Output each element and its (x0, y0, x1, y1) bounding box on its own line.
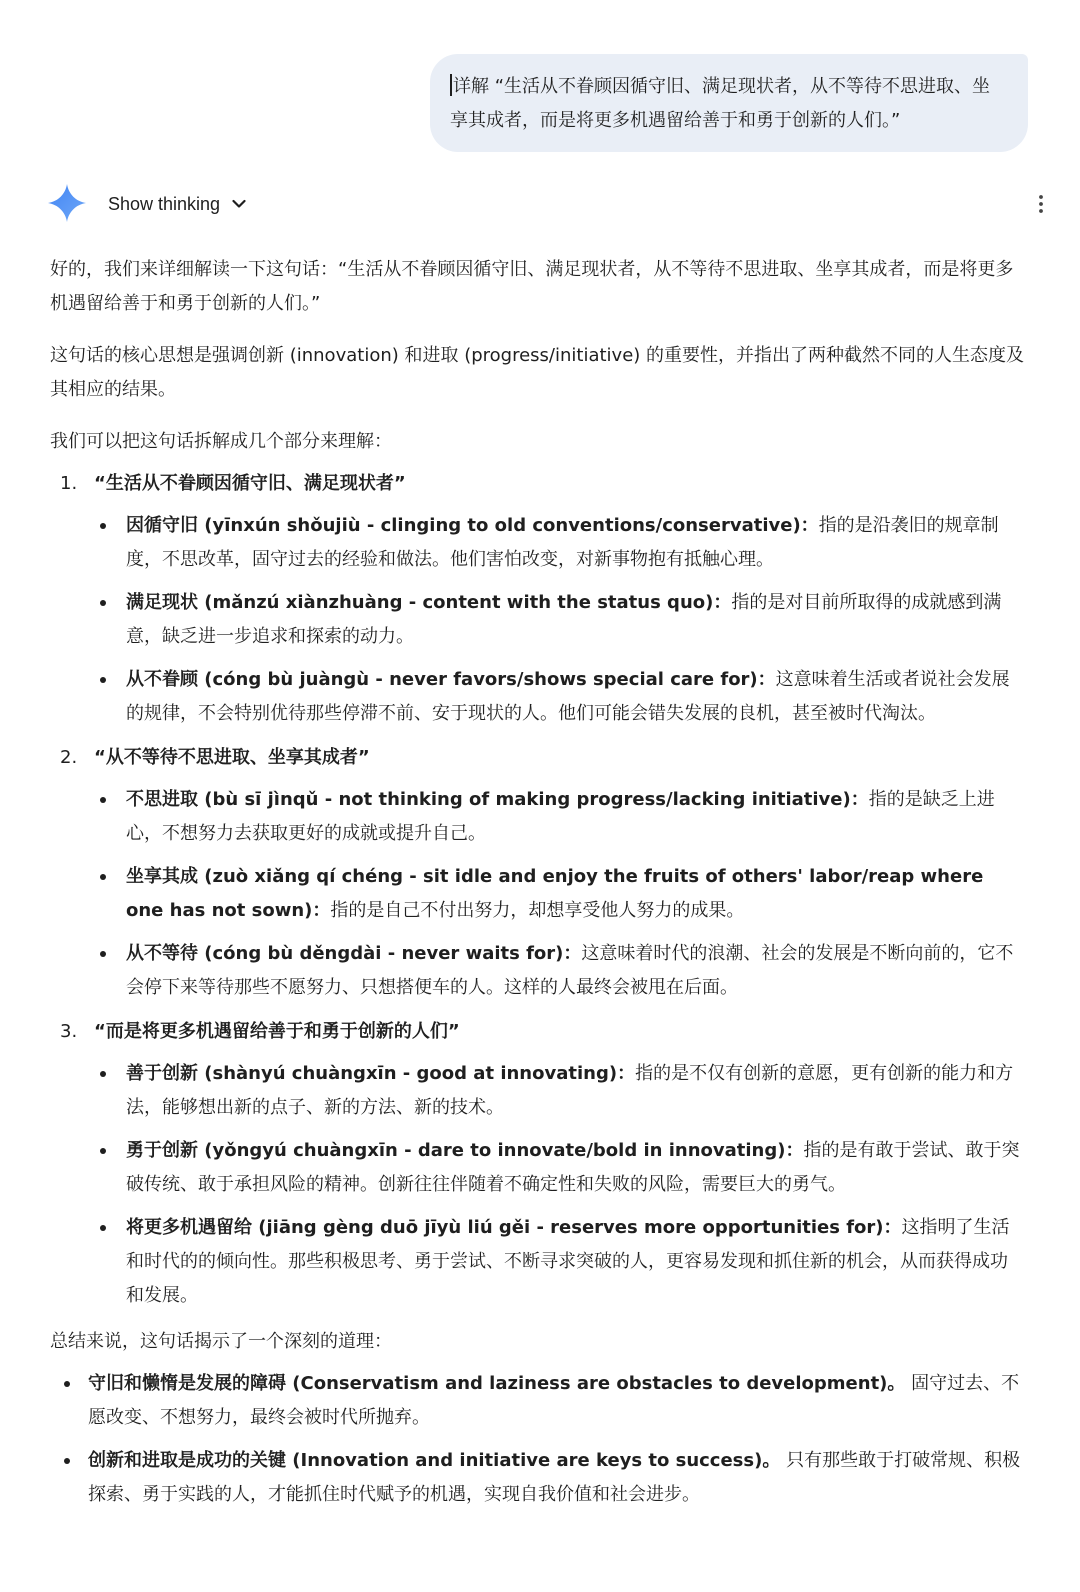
term-desc: 只有那些敢于打破常规、积极探索、勇于实践的人，才能抓住时代赋予的机遇，实现自我价值和社会进步。 (88, 1450, 1021, 1505)
term: 从不等待 (cóng bù děngdài - never waits for)： (126, 943, 582, 964)
item-number: 3. (60, 1021, 78, 1042)
list-item (50, 467, 1025, 731)
item-number: 2. (60, 747, 78, 768)
item-title: “从不等待不思进取、坐享其成者” (94, 747, 370, 768)
core-paragraph: 这句话的核心思想是强调创新 (innovation) 和进取 (progress/initiative) 的重要性，并指出了两种截然不同的人生态度及其相应的结果。 (50, 345, 1025, 400)
item-number: 1. (60, 473, 78, 494)
list-item (50, 1367, 1025, 1435)
term-desc: 指的是有敢于尝试、敢于突破传统、敢于承担风险的精神。创新往往伴随着不确定性和失败的风险，需要巨大的勇气。 (126, 1140, 1020, 1195)
term-desc: 固守过去、不愿改变、不想努力，最终会被时代所抛弃。 (88, 1373, 1020, 1428)
list-item (94, 1057, 1025, 1125)
term: 勇于创新 (yǒngyú chuàngxīn - dare to innovate/bold in innovating)： (126, 1140, 804, 1161)
breakdown-intro: 我们可以把这句话拆解成几个部分来理解： (50, 431, 392, 452)
term-desc: 指的是对目前所取得的成就感到满意，缺乏进一步追求和探索的动力。 (126, 592, 1002, 647)
list-item (50, 741, 1025, 1005)
show-thinking-label: Show thinking (108, 194, 221, 214)
user-message-bubble (430, 54, 1028, 152)
gemini-sparkle-icon (48, 184, 86, 222)
response-body (50, 253, 1025, 1521)
term: 守旧和懒惰是发展的障碍 (Conservatism and laziness are obstacles to development)。 (88, 1373, 906, 1394)
term-desc: 这意味着生活或者说社会发展的规律，不会特别优待那些停滞不前、安于现状的人。他们可能会错失发展的良机，甚至被时代淘汰。 (126, 669, 1010, 724)
term-desc: 指的是缺乏上进心，不想努力去获取更好的成就或提升自己。 (126, 789, 995, 844)
intro-paragraph: 好的，我们来详细解读一下这句话：“生活从不眷顾因循守旧、满足现状者，从不等待不思进取、坐享其成者，而是将更多机遇留给善于和勇于创新的人们。” (50, 259, 1014, 314)
term: 创新和进取是成功的关键 (Innovation and initiative are keys to success)。 (88, 1450, 781, 1471)
sub-list (94, 509, 1025, 731)
list-item (94, 860, 1025, 928)
term-desc: 指的是不仅有创新的意愿，更有创新的能力和方法，能够想出新的点子、新的方法、新的技术。 (126, 1063, 1014, 1118)
list-item (94, 663, 1025, 731)
list-item (94, 509, 1025, 577)
text-cursor (450, 74, 452, 96)
term-desc: 这意味着时代的浪潮、社会的发展是不断向前的，它不会停下来等待那些不愿努力、只想搭便车的人。这样的人最终会被甩在后面。 (126, 943, 1014, 998)
term: 从不眷顾 (cóng bù juàngù - never favors/shows special care for)： (126, 669, 776, 690)
term: 不思进取 (bù sī jìnqǔ - not thinking of making progress/lacking initiative)： (126, 789, 869, 810)
sub-list (94, 1057, 1025, 1313)
user-message-text: 详解 “生活从不眷顾因循守旧、满足现状者，从不等待不思进取、坐享其成者，而是将更多机遇留给善于和勇于创新的人们。” (450, 76, 991, 131)
more-vert-icon[interactable] (1038, 194, 1044, 214)
term: 因循守旧 (yīnxún shǒujiù - clinging to old conventions/conservative)： (126, 515, 819, 536)
term: 满足现状 (mǎnzú xiànzhuàng - content with the status quo)： (126, 592, 732, 613)
item-title: “生活从不眷顾因循守旧、满足现状者” (94, 473, 406, 494)
term: 善于创新 (shànyú chuàngxīn - good at innovating)： (126, 1063, 636, 1084)
show-thinking-toggle[interactable] (108, 190, 246, 218)
term-desc: 指的是自己不付出努力，却想享受他人努力的成果。 (330, 900, 745, 921)
list-item (94, 1134, 1025, 1202)
list-item (50, 1444, 1025, 1512)
sub-list (94, 783, 1025, 1005)
summary-list (50, 1367, 1025, 1512)
chevron-down-icon (232, 199, 246, 209)
list-item (94, 1211, 1025, 1313)
term: 将更多机遇留给 (jiāng gèng duō jīyù liú gěi - reserves more opportunities for)： (126, 1217, 902, 1238)
term-desc: 指的是沿袭旧的规章制度，不思改革，固守过去的经验和做法。他们害怕改变，对新事物抱有抵触心理。 (126, 515, 999, 570)
list-item (94, 783, 1025, 851)
breakdown-list (50, 467, 1025, 1313)
summary-intro: 总结来说，这句话揭示了一个深刻的道理： (50, 1331, 392, 1352)
term: 坐享其成 (zuò xiǎng qí chéng - sit idle and enjoy the fruits of others' labor/reap where one has not sown)： (126, 866, 984, 921)
list-item (94, 586, 1025, 654)
term-desc: 这指明了生活和时代的的倾向性。那些积极思考、勇于尝试、不断寻求突破的人，更容易发现和抓住新的机会，从而获得成功和发展。 (126, 1217, 1010, 1306)
item-title: “而是将更多机遇留给善于和勇于创新的人们” (94, 1021, 460, 1042)
list-item (94, 937, 1025, 1005)
list-item (50, 1015, 1025, 1313)
